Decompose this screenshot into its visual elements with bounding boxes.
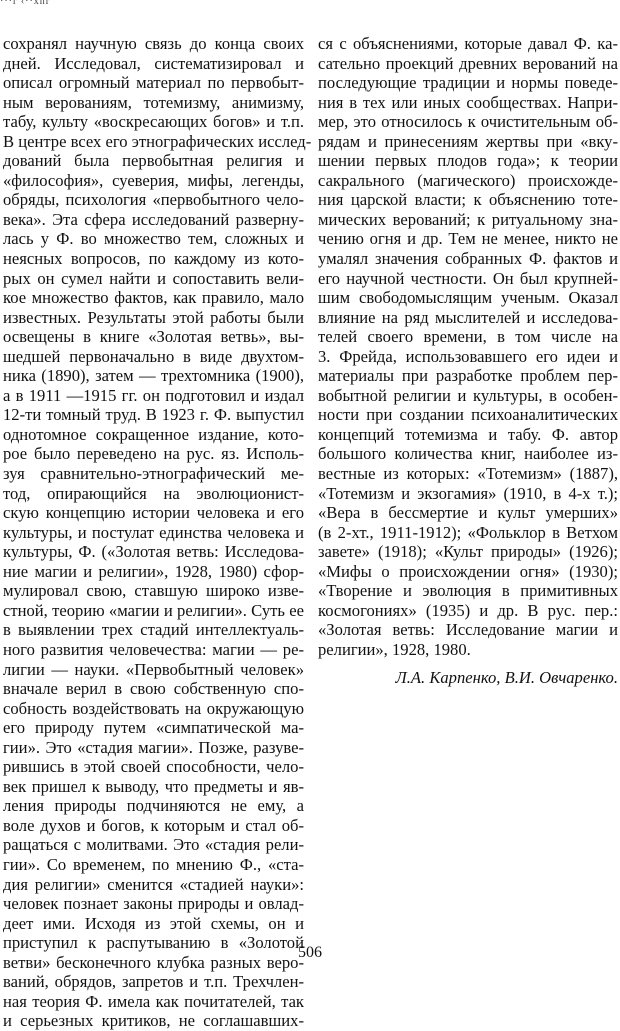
text-line: человек познает законы природы и овлад- bbox=[3, 894, 304, 914]
text-line: ности при создании психоаналитических bbox=[318, 405, 618, 425]
text-line: его научной честности. Он был крупней- bbox=[318, 268, 618, 288]
text-line: рое было переведено на рус. яз. Исполь- bbox=[3, 444, 304, 464]
text-line: вначале верил в свою собственную спо- bbox=[3, 679, 304, 699]
text-line: 12-ти томный труд. В 1923 г. Ф. выпустил bbox=[3, 405, 304, 425]
text-line: деет ими. Исходя из этой схемы, он и bbox=[3, 913, 304, 933]
text-line: ветви» бесконечного клубка разных веро- bbox=[3, 952, 304, 972]
text-line: культуры, Ф. («Золотая ветвь: Исследова- bbox=[3, 542, 304, 562]
text-line: 3. Фрейда, использовавшего его идеи и bbox=[318, 346, 618, 366]
text-line: собность воздействовать на окружающую bbox=[3, 698, 304, 718]
text-line: шим свободомыслящим ученым. Оказал bbox=[318, 288, 618, 308]
running-header-mark: ···r ‹··xnr bbox=[0, 0, 51, 7]
text-line: ника (1890), затем — трехтомника (1900), bbox=[3, 366, 304, 386]
text-line: мулировал свою, ставшую широко изве- bbox=[3, 581, 304, 601]
text-line: дия религии» сменится «стадией науки»: bbox=[3, 874, 304, 894]
text-line: ления природы подчиняются не ему, а bbox=[3, 796, 304, 816]
text-line: ваний, обрядов, запретов и т.п. Трехчлен- bbox=[3, 972, 304, 992]
text-line: обряды, психология «первобытного чело- bbox=[3, 190, 304, 210]
text-line: большого количества книг, наиболее из- bbox=[318, 444, 618, 464]
text-line: неясных вопросов, по каждому из кото- bbox=[3, 249, 304, 269]
text-line: умалял значения собранных Ф. фактов и bbox=[318, 249, 618, 269]
text-line: «Творение и эволюция в примитивных bbox=[318, 581, 618, 601]
text-line: сакрального (магического) происхожде- bbox=[318, 170, 618, 190]
text-line: мер, это относилось к очистительным об- bbox=[318, 112, 618, 132]
text-line: (в 2-хт., 1911-1912); «Фольклор в Ветхом bbox=[318, 522, 618, 542]
text-line: завете» (1918); «Культ природы» (1926); bbox=[318, 542, 618, 562]
text-line: «философия», суеверия, мифы, легенды, bbox=[3, 170, 304, 190]
text-line: мических верований; к ритуальному зна- bbox=[318, 209, 618, 229]
text-line: в выявлении трех стадий интеллектуаль- bbox=[3, 620, 304, 640]
right-column bbox=[318, 34, 618, 687]
text-line: «Вера в бессмертие и культ умерших» bbox=[318, 503, 618, 523]
text-line: гии». Со временем, по мнению Ф., «ста- bbox=[3, 854, 304, 874]
text-line: шении первых плодов года»; к теории bbox=[318, 151, 618, 171]
text-line: дней. Исследовал, систематизировал и bbox=[3, 53, 304, 73]
text-line: телей своего времени, в том числе на bbox=[318, 327, 618, 347]
text-line: освещены в книге «Золотая ветвь», вы- bbox=[3, 327, 304, 347]
text-line: приступил к распутыванию в «Золотой bbox=[3, 933, 304, 953]
text-line: ным верованиям, тотемизму, анимизму, bbox=[3, 92, 304, 112]
text-line: дований была первобытная религия и bbox=[3, 151, 304, 171]
text-line: лась у Ф. во множество тем, сложных и bbox=[3, 229, 304, 249]
text-line: а в 1911 —1915 гг. он подготовил и издал bbox=[3, 385, 304, 405]
text-line: сохранял научную связь до конца своих bbox=[3, 34, 304, 53]
text-line: его природу путем «симпатической ма- bbox=[3, 718, 304, 738]
text-line: вобытной религии и культуры, в особен- bbox=[318, 385, 618, 405]
text-line: скую концепцию истории человека и его bbox=[3, 503, 304, 523]
text-line: шедшей первоначально в виде двухтом- bbox=[3, 346, 304, 366]
text-line: культуры, и постулат единства человека и bbox=[3, 522, 304, 542]
text-line: однотомное сокращенное издание, кото- bbox=[3, 424, 304, 444]
page-number: 506 bbox=[298, 944, 322, 961]
text-line: рых он сумел найти и сопоставить вели- bbox=[3, 268, 304, 288]
text-line: тод, опирающийся на эволюционист- bbox=[3, 483, 304, 503]
text-line: гии». Это «стадия магии». Позже, разуве- bbox=[3, 737, 304, 757]
text-line: «Золотая ветвь: Исследование магии и bbox=[318, 620, 618, 640]
text-line: стной, теорию «магии и религии». Суть ее bbox=[3, 600, 304, 620]
text-line: ния царской власти; к объяснению тоте- bbox=[318, 190, 618, 210]
text-line: описал огромный материал по первобыт- bbox=[3, 73, 304, 93]
text-line: сательно проекций древних верований на bbox=[318, 53, 618, 73]
text-line: вестные из которых: «Тотемизм» (1887), bbox=[318, 464, 618, 484]
text-line: материалы при разработке проблем пер- bbox=[318, 366, 618, 386]
text-line: концепций тотемизма и табу. Ф. автор bbox=[318, 424, 618, 444]
text-line: «Мифы о происхождении огня» (1930); bbox=[318, 561, 618, 581]
text-line: ния в тех или иных сообществах. Напри- bbox=[318, 92, 618, 112]
text-line: ного развития человечества: магии — ре- bbox=[3, 639, 304, 659]
text-line: космогониях» (1935) и др. В рус. пер.: bbox=[318, 600, 618, 620]
text-line: ная теория Ф. имела как почитателей, так bbox=[3, 991, 304, 1011]
text-line: и серьезных критиков, не соглашавших- bbox=[3, 1011, 304, 1031]
author-signature: Л.А. Карпенко, В.И. Овчаренко. bbox=[395, 667, 618, 687]
text-line: воле духов и богов, к которым и стал об- bbox=[3, 815, 304, 835]
text-line: ращаться с молитвами. Это «стадия рели- bbox=[3, 835, 304, 855]
text-line: чению огня и др. Тем не менее, никто не bbox=[318, 229, 618, 249]
text-line: В центре всех его этнографических исслед- bbox=[3, 131, 312, 151]
text-line: рядам и принесениям жертвы при «вку- bbox=[318, 131, 618, 151]
text-line: табу, культу «воскресающих богов» и т.п. bbox=[3, 112, 304, 132]
text-line: века». Эта сфера исследований разверну- bbox=[3, 209, 304, 229]
text-line: известных. Результаты этой работы были bbox=[3, 307, 304, 327]
text-line: рившись в этой своей способности, чело- bbox=[3, 757, 304, 777]
text-line: зуя сравнительно-этнографический ме- bbox=[3, 464, 304, 484]
text-line: последующие традиции и нормы поведе- bbox=[318, 73, 618, 93]
text-line: религии», 1928, 1980. bbox=[318, 639, 471, 659]
text-line: влияние на ряд мыслителей и исследова- bbox=[318, 307, 618, 327]
text-line: кое множество фактов, как правило, мало bbox=[3, 288, 304, 308]
text-line: «Тотемизм и экзогамия» (1910, в 4-х т.); bbox=[318, 483, 618, 503]
text-line: ние магии и религии», 1928, 1980) сфор- bbox=[3, 561, 304, 581]
text-line: ся с объяснениями, которые давал Ф. ка- bbox=[318, 34, 618, 53]
text-line: лигии — науки. «Первобытный человек» bbox=[3, 659, 304, 679]
text-line: век пришел к выводу, что предметы и яв- bbox=[3, 776, 304, 796]
